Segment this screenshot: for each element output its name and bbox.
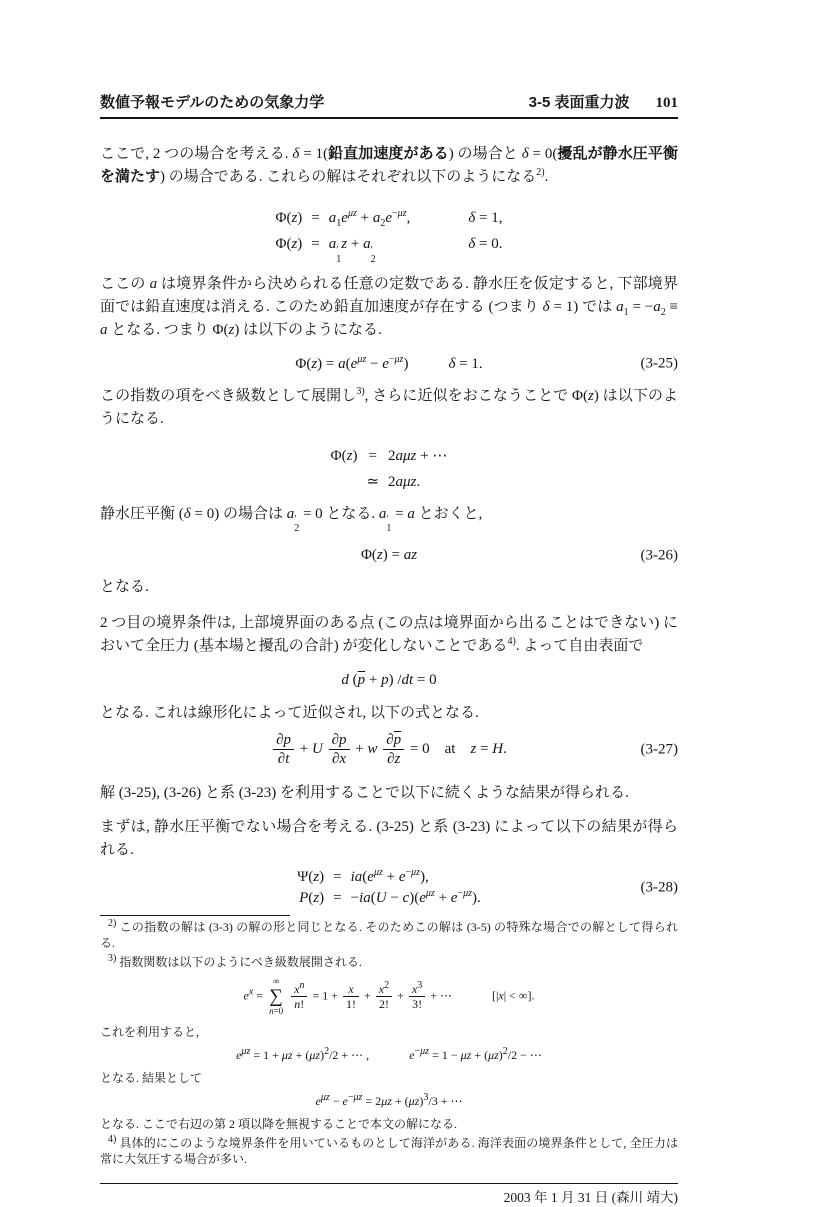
page-number: 101 (655, 95, 678, 111)
paragraph-tonaru: となる. (100, 579, 149, 595)
footnote-separator-rule (100, 915, 290, 916)
eq-lhs: Φ(z) (275, 236, 303, 252)
footnote-3: $^{3)}$ 指数関数は以下のようにべき級数展開される. (108, 953, 362, 969)
eq-relation: = (333, 869, 342, 885)
eq-lhs: Φ(z) (330, 447, 358, 464)
eq-rhs: $ia(e^{\mu z} + e^{-\mu z})$, (350, 867, 429, 885)
page-footer (100, 1183, 678, 1207)
equation-row (275, 231, 502, 264)
footnote-3-continued: となる. 結果として (100, 1070, 203, 1085)
equation-phi-approx (331, 443, 448, 495)
equation-number: (3-28) (640, 879, 678, 896)
document-title: 数値予報モデルのための気象力学 (100, 94, 325, 111)
eq-rhs: a ′ 1 z + a ′ 2 (328, 236, 376, 265)
section-title: 3-5 表面重力波 (528, 94, 630, 111)
eq-rhs: 2aμz. (388, 473, 421, 490)
eq-relation: ≃ (366, 473, 380, 490)
footnote-2: $^{2)}$ この指数の解は (3-3) の解の形と同じとなる. そのためこの解は (3-5) の特殊な場合での解として得られる. (100, 918, 678, 950)
equation-total-pressure (100, 669, 678, 692)
eq-rhs: $-ia(U - c)(e^{\mu z} + e^{-\mu z})$. (350, 888, 481, 906)
eq-condition: δ = 1, (468, 210, 503, 226)
equation-row (297, 888, 481, 909)
footnote-4: $^{4)}$ 具体的にこのような境界条件を用いているものとして海洋がある. 海洋表面の境界条件として, 全圧力は常に大気圧する場合が多い. (100, 1133, 678, 1166)
eq-relation: = (311, 210, 320, 226)
equation-3-28 (100, 867, 678, 909)
equation-number: (3-26) (640, 547, 678, 563)
equation-row (331, 443, 448, 469)
section-header (529, 94, 678, 112)
footnote-equation-exp-series: $e^x$ = ∞ ∑ n=0 $\frac{x^n}{n!}$ = 1 + $\frac{x}{1!}$ + $\frac{x^2}{2!}$ + $\frac{x^3}{3!}$ + ⋯ [|x| < ∞]. (243, 976, 535, 1016)
eq-rhs: 2aμz + ⋯ (388, 447, 448, 464)
eq-lhs (331, 469, 358, 495)
eq-lhs: Ψ(z) (297, 869, 325, 885)
equation-3-27 (100, 731, 678, 768)
paragraph-constants: ここの a は境界条件から決められる任意の定数である. 静水圧を仮定すると, 下部境界面では鉛直速度は消える. このため鉛直加速度が存在する (つまり δ = 1) では $a_1 = -a_2 \equiv a$ となる. つまり Φ(z) は以下のようになる. (100, 275, 679, 338)
eq-body: d $(\overline{p} + p) /dt = 0$ (341, 672, 437, 688)
eq-lhs: P(z) (299, 890, 325, 906)
equation-3-26 (100, 544, 678, 567)
footnote-3-continued: これを利用すると, (100, 1024, 200, 1039)
eq-rhs: $a_1e^{\mu z} + a_2e^{-\mu z}$, (328, 208, 411, 229)
footer-date-author: 2003 年 1 月 31 日 (森川 靖大) (503, 1189, 678, 1205)
equation-row (275, 205, 502, 231)
eq-body: $\frac{\partial p}{\partial t}$ + U $\frac{\partial p}{\partial x}$ + w $\frac{\partial\overline{p}}{\partial z}$ = 0 at z = H. (271, 741, 507, 757)
equation-3-25 (100, 353, 678, 376)
paragraph-linearized: となる. これは線形化によって近似され, 以下の式となる. (100, 705, 479, 721)
paragraph-series-expansion: この指数の項をべき級数として展開し$^{3)}$, さらに近似をおこなうことで Φ(z) は以下のようになる. (100, 385, 678, 427)
paragraph-hydrostatic: 静水圧平衡 (δ = 0) の場合は a ′ 2 = 0 となる. a ′ 1 = a とおくと, (100, 505, 483, 534)
eq-body: $\Phi(z) = a(e^{\mu z} - e^{-\mu z}) \delta = 1$. (295, 353, 483, 372)
footnote-3-continued: となる. ここで右辺の第 2 項以降を無視することで本文の解になる. (100, 1116, 458, 1131)
eq-body: Φ(z) = az (360, 547, 418, 563)
eq-relation: = (311, 236, 320, 252)
eq-relation: = (333, 890, 342, 906)
equation-row (331, 469, 448, 495)
equation-phi-general (275, 205, 502, 264)
eq-condition: δ = 0. (468, 236, 503, 252)
footnote-block (100, 919, 678, 1167)
footnote-equation-expansions: $e^{\mu z} = 1 + \mu z + (\mu z)^2/2$ + ⋯ , $e^{-\mu z} = 1 - \mu z + (\mu z)^2/2$ − ⋯ (236, 1045, 542, 1062)
equation-row (297, 867, 481, 888)
eq-lhs: Φ(z) (275, 210, 303, 226)
equation-number: (3-27) (640, 741, 678, 757)
paragraph-second-boundary: 2 つ目の境界条件は, 上部境界面のある点 (この点は境界面から出ることはできない) において全圧力 (基本場と擾乱の合計) が変化しないことである$^{4)}$. よって自由表面で (100, 615, 678, 654)
page-content (100, 0, 678, 1207)
page-header (100, 94, 678, 119)
eq-relation: = (368, 447, 377, 464)
paragraph-results-intro: 解 (3-25), (3-26) と系 (3-23) を利用することで以下に続くような結果が得られる. (100, 785, 629, 801)
equation-number: (3-25) (640, 355, 678, 372)
footnote-equation-difference: $e^{\mu z} - e^{-\mu z} = 2\mu z + (\mu z)^3/3$ + ⋯ (315, 1091, 463, 1108)
paragraph-nonhydrostatic: まずは, 静水圧平衡でない場合を考える. (3-25) と系 (3-23) によって以下の結果が得られる. (100, 819, 678, 858)
equation-group (297, 867, 481, 909)
paragraph-two-cases: ここで, 2 つの場合を考える. δ = 1(鉛直加速度がある) の場合と δ = 0(擾乱が静水圧平衡を満たす) の場合である. これらの解はそれぞれ以下のようになる$^{2)}$. (100, 146, 678, 185)
